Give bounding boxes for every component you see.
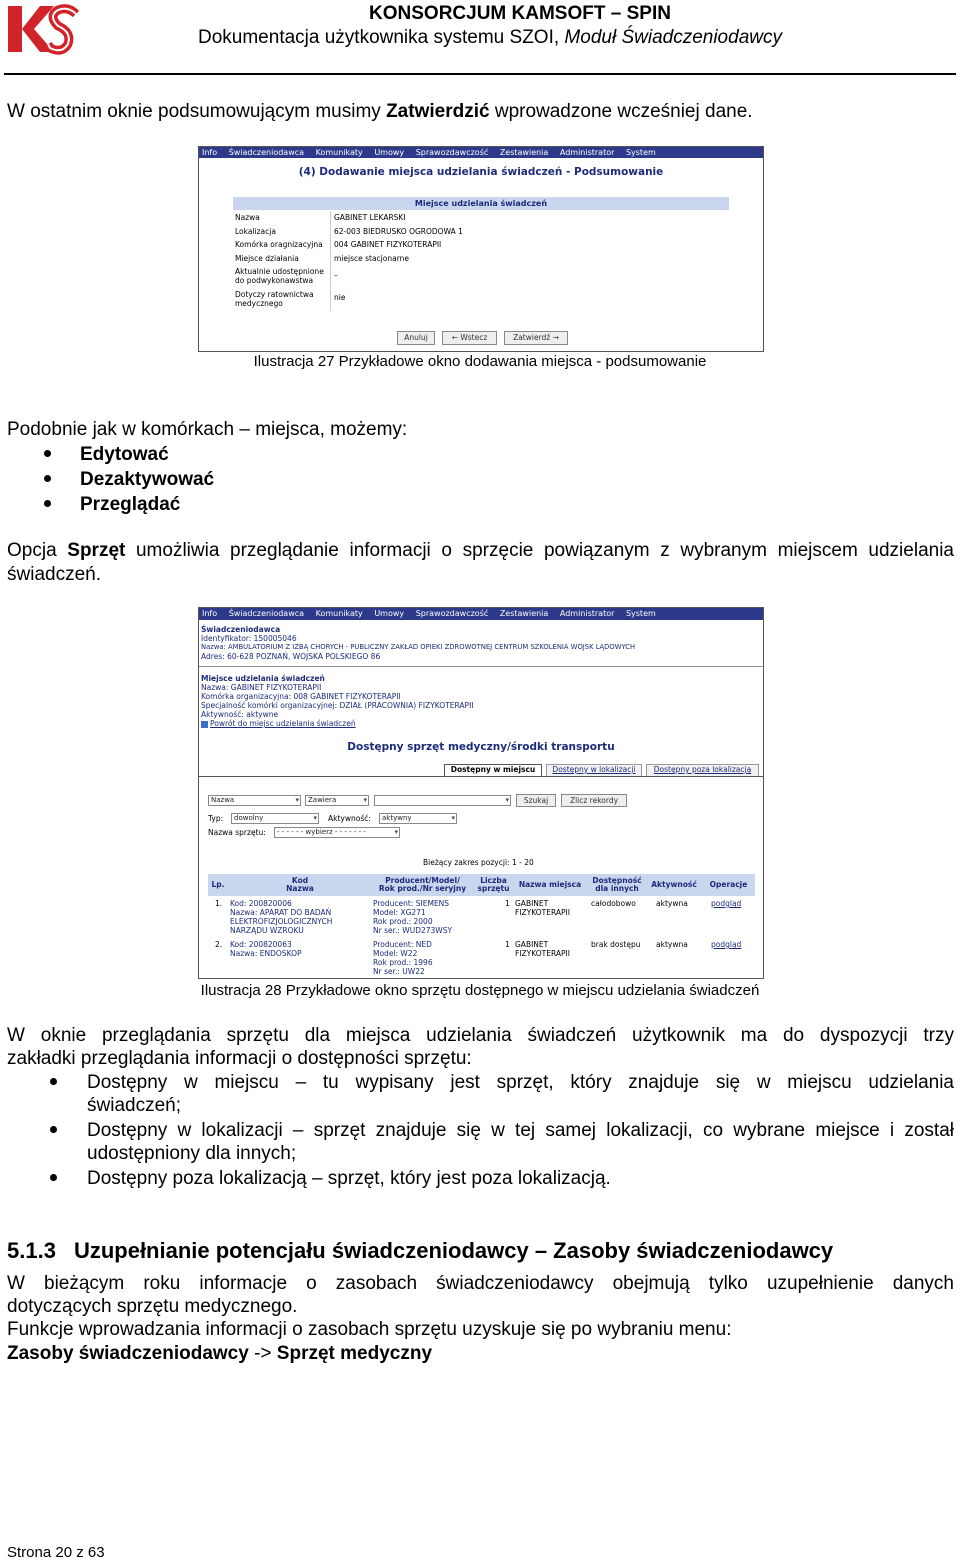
section-menu-intro: Funkcje wprowadzania informacji o zasobach sprzętu uzyskuje się po wybraniu menu: <box>7 1319 732 1340</box>
document-title: Dokumentacja użytkownika systemu SZOI, Moduł Świadczeniodawcy <box>198 27 782 48</box>
form-title: (4) Dodawanie miejsca udzielania świadczeń - Podsumowanie <box>298 166 664 178</box>
bullet <box>50 1078 57 1085</box>
app-menubar <box>199 608 763 620</box>
tab-desc-in-place: Dostępny w miejscu – tu wypisany jest sprzęt, który znajduje się w miejscu udzielania <box>87 1072 954 1093</box>
section-paragraph: W bieżącym roku informacje o zasobach świadczeniodawcy obejmują tylko uzupełnienie danych <box>7 1273 954 1294</box>
preview-link[interactable]: podgląd <box>711 940 742 949</box>
place-line: Specjalność komórki organizacyjnej: DZIAŁ (PRACOWNIA) FIZYKOTERAPII <box>201 701 474 710</box>
equipment-option-paragraph: Opcja Sprzęt umożliwia przeglądanie informacji o sprzęcie powiązanym z wybranym miejscem udzielania <box>7 540 954 561</box>
figure-28-screenshot <box>198 607 764 979</box>
row-value: 62-003 BIEDRUSKO OGRODOWA 1 <box>334 227 463 236</box>
bullet <box>50 1126 57 1133</box>
col-count: Liczba sprzętu <box>477 876 510 893</box>
row-value: miejsce stacjonarne <box>334 254 410 263</box>
header-divider <box>4 73 956 75</box>
menu-item[interactable]: Świadczeniodawca <box>228 609 305 618</box>
option-edit: Edytować <box>80 444 169 465</box>
provider-line: Adres: 60-628 POZNAŃ, WOJSKA POLSKIEGO 86 <box>201 652 381 661</box>
filter-value-input[interactable] <box>374 795 511 806</box>
tabs-paragraph: W oknie przeglądania sprzętu dla miejsca udzielania świadczeń użytkownik ma do dyspozycji trzy <box>7 1025 954 1046</box>
search-button[interactable]: Szukaj <box>516 794 556 807</box>
provider-line: Nazwa: AMBULATORIUM Z IZBĄ CHORYCH - PUBLICZNY ZAKŁAD OPIEKI ZDROWOTNEJ CENTRUM SZKOLENIA WOJSK LĄDOWYCH <box>201 643 636 651</box>
provider-line: Identyfikator: 150005046 <box>201 634 297 643</box>
tab-baseline <box>199 776 763 777</box>
figure-27-caption: Ilustracja 27 Przykładowe okno dodawania miejsca - podsumowanie <box>253 353 707 370</box>
row-label: Nazwa <box>235 213 260 222</box>
summary-table <box>233 211 729 311</box>
place-title: Miejsce udzielania świadczeń <box>201 674 325 683</box>
menu-path: Zasoby świadczeniodawcy -> Sprzęt medyczny <box>7 1343 433 1364</box>
app-menubar <box>199 147 763 158</box>
menu-item[interactable]: Umowy <box>374 148 405 157</box>
row-value: – <box>334 271 338 280</box>
col-place: Nazwa miejsca <box>518 880 582 889</box>
tab-available-in-place[interactable]: Dostępny w miejscu <box>444 764 542 776</box>
filter-field-select[interactable]: Nazwa ▾ <box>208 795 301 806</box>
row-label: Miejsce działania <box>235 254 299 263</box>
summary-table-header: Miejsce udzielania świadczeń <box>233 197 729 210</box>
row-value: GABINET LEKARSKI <box>334 213 406 222</box>
place-line: Aktywność: aktywne <box>201 710 279 719</box>
equipment-name-select[interactable]: - - - - - - wybierz - - - - - - - ▾ <box>274 827 400 838</box>
menu-item[interactable]: Info <box>202 148 218 157</box>
menu-item[interactable]: Świadczeniodawca <box>228 148 305 157</box>
menu-item[interactable]: System <box>625 609 656 618</box>
place-line: Nazwa: GABINET FIZYKOTERAPII <box>201 683 322 692</box>
type-select[interactable]: dowolny ▾ <box>231 813 319 824</box>
option-deactivate: Dezaktywować <box>80 469 215 490</box>
col-operations: Operacje <box>709 880 748 889</box>
bullet <box>44 475 51 482</box>
intro-paragraph: W ostatnim oknie podsumowującym musimy Zatwierdzić wprowadzone wcześniej dane. <box>7 101 753 122</box>
menu-item[interactable]: Administrator <box>559 148 615 157</box>
row-label: Lokalizacja <box>235 227 276 236</box>
place-info <box>201 672 761 734</box>
row-label: Aktualnie udostępnione <box>235 267 324 276</box>
menu-item[interactable]: Komunikaty <box>315 609 363 618</box>
tab-desc-in-location: Dostępny w lokalizacji – sprzęt znajduje się w tej samej lokalizacji, co wybrane miejsce i został <box>87 1120 954 1141</box>
range-info: Bieżący zakres pozycji: 1 - 20 <box>423 858 534 867</box>
figure-28-caption: Ilustracja 28 Przykładowe okno sprzętu dostępnego w miejscu udzielania świadczeń <box>200 982 760 999</box>
tabs-paragraph-end: zakładki przeglądania informacji o dostępności sprzętu: <box>7 1048 472 1069</box>
section-title: Uzupełnianie potencjału świadczeniodawcy – Zasoby świadczeniodawcy <box>73 1238 834 1263</box>
approve-button[interactable]: Zatwierdź → <box>504 331 568 345</box>
section-paragraph-end: dotyczących sprzętu medycznego. <box>7 1296 298 1317</box>
company-name: KONSORCJUM KAMSOFT – SPIN <box>369 3 671 24</box>
row-label: do podwykonawstwa <box>235 276 314 285</box>
row-label: Komórka oragnizacyjna <box>235 240 323 249</box>
table-row: 1. Kod: 200820006 Nazwa: APARAT DO BADAŃ ELEKTROFIZJOLOGICZNYCH NARZĄDU WZROKU Producent: SIEMENS Model: XG271 Rok prod.: 2000 Nr ser.: WUD273WSY 1 GABINET FIZYKOTERAPII całodobowo aktywna podgląd <box>215 899 742 935</box>
section-number: 5.1.3 <box>7 1238 56 1263</box>
section-heading <box>7 1238 833 1264</box>
col-code-name: Kod Nazwa <box>286 876 314 893</box>
bullet <box>44 500 51 507</box>
col-activity: Aktywność <box>651 880 697 889</box>
type-label: Typ: <box>208 814 224 823</box>
row-label: medycznego <box>235 299 283 308</box>
tab-available-in-location[interactable]: Dostępny w lokalizacji <box>546 764 642 776</box>
bullet <box>50 1174 57 1181</box>
tab-desc-outside-location: Dostępny poza lokalizacją – sprzęt, który jest poza lokalizacją. <box>87 1168 611 1189</box>
row-value: 004 GABINET FIZYKOTERAPII <box>334 240 442 249</box>
menu-item[interactable]: Komunikaty <box>315 148 363 157</box>
figure-27-screenshot <box>198 146 764 352</box>
place-line: Komórka organizacyjna: 008 GABINET FIZYKOTERAPII <box>201 692 401 701</box>
menu-item[interactable]: System <box>625 148 656 157</box>
provider-info <box>201 622 761 666</box>
options-lead: Podobnie jak w komórkach – miejsca, możemy: <box>7 419 408 440</box>
menu-item[interactable]: Zestawienia <box>499 148 549 157</box>
bullet <box>44 450 51 457</box>
row-value: nie <box>334 293 346 302</box>
col-lp: Lp. <box>211 880 225 889</box>
menu-item[interactable]: Zestawienia <box>499 609 549 618</box>
company-logo <box>6 2 82 56</box>
equipment-title: Dostępny sprzęt medyczny/środki transportu <box>347 741 615 753</box>
activity-select[interactable]: aktywny ▾ <box>379 813 457 824</box>
equipment-option-paragraph-end: świadczeń. <box>7 564 101 585</box>
count-records-button[interactable]: Zlicz rekordy <box>561 794 627 807</box>
menu-item[interactable]: Info <box>202 609 218 618</box>
col-availability: Dostępność dla innych <box>592 876 642 893</box>
activity-label: Aktywność: <box>328 814 371 823</box>
menu-item[interactable]: Sprawozdawczość <box>415 609 489 618</box>
preview-link[interactable]: podgląd <box>711 899 742 908</box>
filter-operator-select[interactable]: Zawiera ▾ <box>305 795 369 806</box>
row-label: Dotyczy ratownictwa <box>235 290 314 299</box>
menu-item[interactable]: Administrator <box>559 609 615 618</box>
cancel-button[interactable]: Anuluj <box>397 331 435 345</box>
back-button[interactable]: ← Wstecz <box>442 331 497 345</box>
logo-text: KS <box>6 2 8 3</box>
provider-title: Świadczeniodawca <box>201 625 281 634</box>
divider <box>199 666 763 667</box>
equipment-name-label: Nazwa sprzętu: <box>208 828 266 837</box>
back-arrow-icon <box>201 721 208 728</box>
tab-desc-in-place-end: świadczeń; <box>87 1095 181 1116</box>
results-header <box>208 874 755 896</box>
back-to-places-link[interactable]: Powrót do miejsc udzielania świadczeń <box>201 719 356 728</box>
table-row: 2. Kod: 200820063 Nazwa: ENDOSKOP Producent: NED Model: W22 Rok prod.: 1996 Nr ser.: UW22 1 GABINET FIZYKOTERAPII brak dostępu aktywna podgląd <box>215 940 742 976</box>
col-producer: Producent/Model/ Rok prod./Nr seryjny <box>378 876 467 893</box>
menu-item[interactable]: Umowy <box>374 609 405 618</box>
option-browse: Przeglądać <box>80 494 181 515</box>
tab-available-outside-location[interactable]: Dostępny poza lokalizacją <box>646 764 759 776</box>
tab-desc-in-location-end: udostępniony dla innych; <box>87 1143 297 1164</box>
menu-item[interactable]: Sprawozdawczość <box>415 148 489 157</box>
page-number: Strona 20 z 63 <box>7 1544 105 1561</box>
